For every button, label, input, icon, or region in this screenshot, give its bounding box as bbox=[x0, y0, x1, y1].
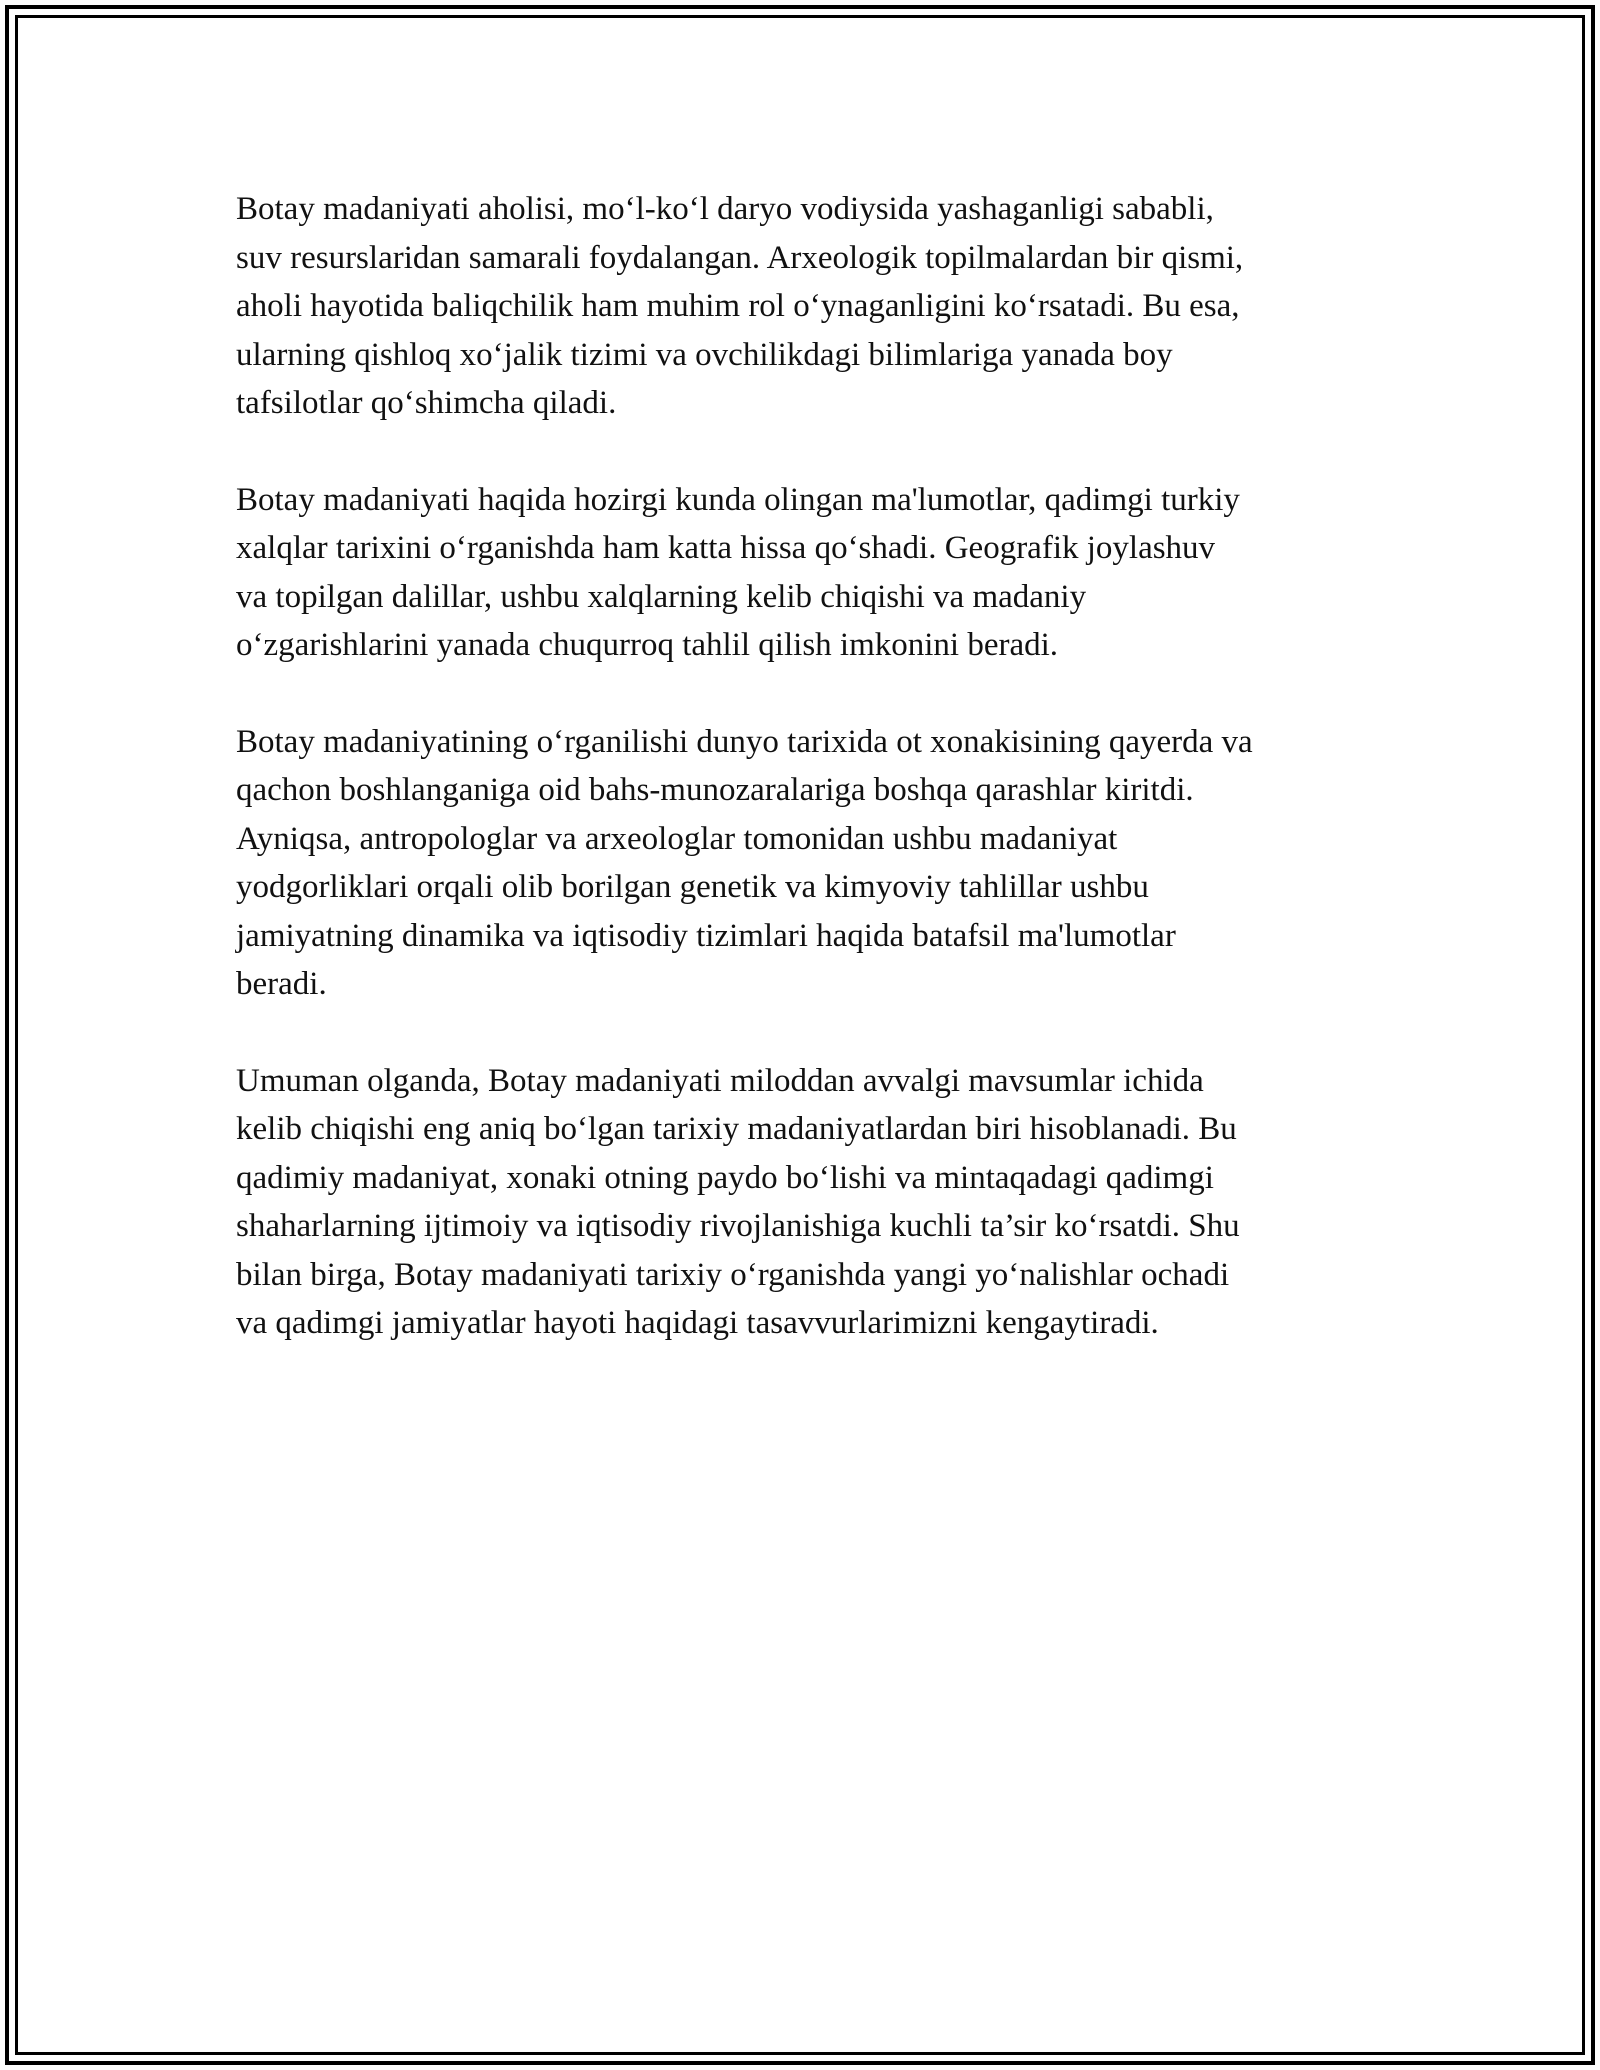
paragraph: Umuman olganda, Botay madaniyati miloddan avvalgi mavsumlar ichida kelib chiqishi eng aniq bo‘lgan tarixiy madaniyatlardan biri hisoblanadi. Bu qadimiy madaniyat, xonaki otning paydo bo‘lishi va mintaqadagi qadimgi shaharlarning ijtimoiy va iqtisodiy rivojlanishiga kuchli ta’sir ko‘rsatdi. Shu bilan birga, Botay madaniyati tarixiy o‘rganishda yangi yo‘nalishlar ochadi va qadimgi jamiyatlar hayoti haqidagi tasavvurlarimizni kengaytiradi. bbox=[236, 1062, 1240, 1341]
document-body bbox=[236, 185, 1376, 1396]
paragraph: Botay madaniyati aholisi, mo‘l-ko‘l daryo vodiysida yashaganligi sababli, suv resurslaridan samarali foydalangan. Arxeologik topilmalardan bir qismi, aholi hayotida baliqchilik ham muhim rol o‘ynaganligini ko‘rsatadi. Bu esa, ularning qishloq xo‘jalik tizimi va ovchilikdagi bilimlariga yanada boy tafsilotlar qo‘shimcha qiladi. bbox=[236, 191, 1244, 421]
paragraph: Botay madaniyatining o‘rganilishi dunyo tarixida ot xonakisining qayerda va qachon boshlanganiga oid bahs-munozaralariga boshqa qarashlar kiritdi. Ayniqsa, antropologlar va arxeologlar tomonidan ushbu madaniyat yodgorliklari orqali olib borilgan genetik va kimyoviy tahlillar ushbu jamiyatning dinamika va iqtisodiy tizimlari haqida batafsil ma'lumotlar beradi. bbox=[236, 723, 1253, 1002]
paragraph: Botay madaniyati haqida hozirgi kunda olingan ma'lumotlar, qadimgi turkiy xalqlar tarixini o‘rganishda ham katta hissa qo‘shadi. Geografik joylashuv va topilgan dalillar, ushbu xalqlarning kelib chiqishi va madaniy o‘zgarishlarini yanada chuqurroq tahlil qilish imkonini beradi. bbox=[236, 481, 1240, 663]
